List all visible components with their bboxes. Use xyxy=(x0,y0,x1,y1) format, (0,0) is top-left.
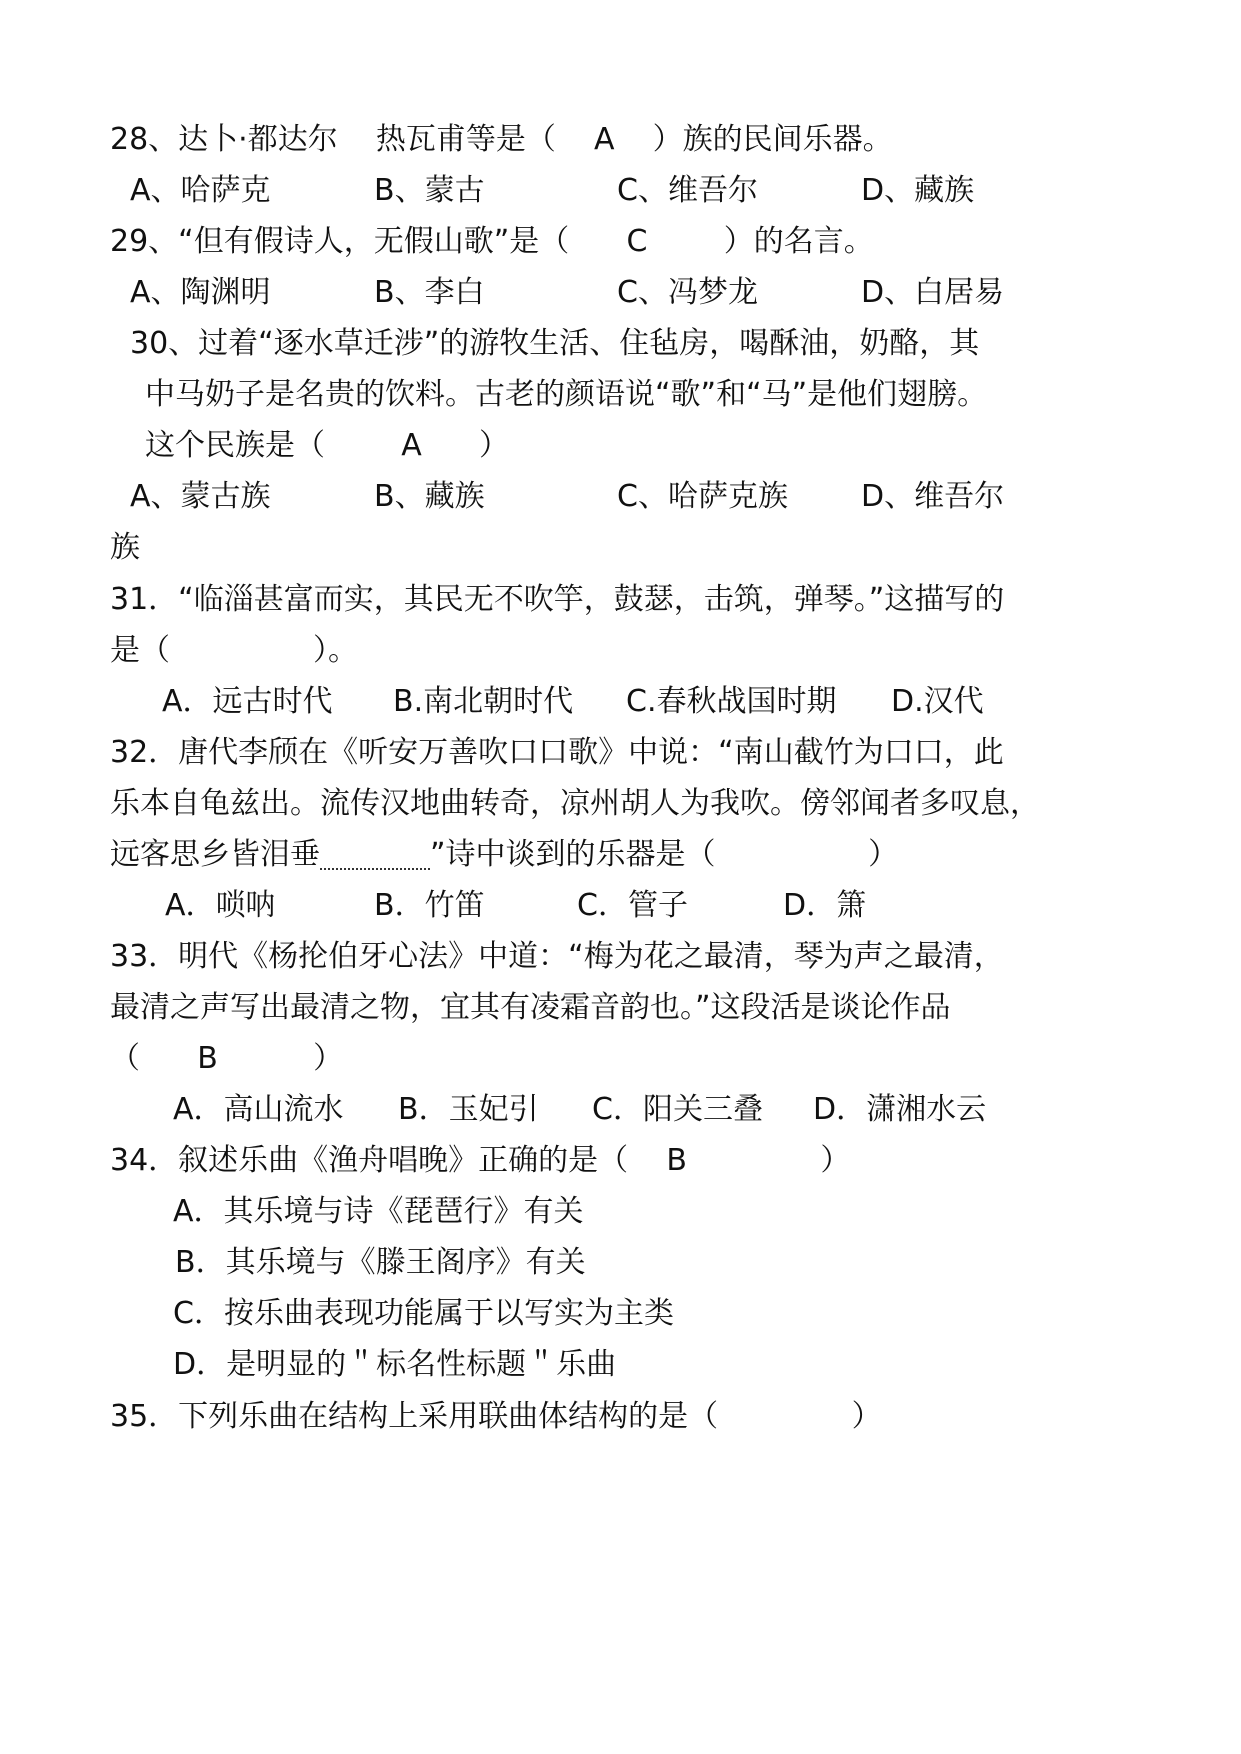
dotted-blank xyxy=(320,838,430,870)
option-a: A．唢呐 xyxy=(165,888,276,923)
option-c: C.春秋战国时期 xyxy=(626,684,837,719)
option-a: A．其乐境与诗《琵琶行》有关 xyxy=(173,1194,584,1229)
option-b: B．竹笛 xyxy=(374,888,485,923)
option-d: D、白居易 xyxy=(861,275,1005,310)
option-c: C、哈萨克族 xyxy=(617,479,788,514)
question-text: 35．下列乐曲在结构上采用联曲体结构的是（ ） xyxy=(110,1399,882,1434)
options-row xyxy=(0,477,1241,517)
question-text: 这个民族是（ A ） xyxy=(145,428,510,463)
question-text: 最清之声写出最清之物，宜其有凌霜音韵也。”这段活是谈论作品 xyxy=(110,990,951,1025)
option-c: C．管子 xyxy=(577,888,688,923)
question-text: 32．唐代李颀在《听安万善吹口口歌》中说：“南山截竹为口口，此 xyxy=(110,735,1004,770)
question-text: 33．明代《杨抡伯牙心法》中道：“梅为花之最清，琴为声之最清， xyxy=(110,939,1004,974)
option-b: B、蒙古 xyxy=(374,173,485,208)
question-text: 中马奶子是名贵的饮料。古老的颜语说“歌”和“马”是他们翅膀。 xyxy=(145,377,988,412)
options-row xyxy=(0,886,1241,926)
option-d: D．箫 xyxy=(783,888,867,923)
option-b: B.南北朝时代 xyxy=(393,684,574,719)
option-d: D、藏族 xyxy=(861,173,975,208)
option-a: A、哈萨克 xyxy=(130,173,271,208)
question-text-part: ”诗中谈到的乐器是（ ） xyxy=(430,837,899,872)
question-text: （ B ） xyxy=(110,1041,344,1076)
option-a: A、蒙古族 xyxy=(130,479,271,514)
question-text: 34．叙述乐曲《渔舟唱晚》正确的是（ B ） xyxy=(110,1143,851,1178)
options-row xyxy=(0,273,1241,313)
question-text: 31．“临淄甚富而实，其民无不吹竽，鼓瑟，击筑，弹琴。”这描写的 xyxy=(110,582,1005,617)
option-b: B、藏族 xyxy=(374,479,485,514)
options-row xyxy=(0,682,1241,722)
options-row xyxy=(0,1090,1241,1130)
option-c: C．阳关三叠 xyxy=(592,1092,763,1127)
option-d: D．潇湘水云 xyxy=(813,1092,987,1127)
option-a: A．高山流水 xyxy=(173,1092,344,1127)
question-text: 是（ ）。 xyxy=(110,633,359,668)
question-text-part: 远客思乡皆泪垂 xyxy=(110,837,320,872)
option-d: D、维吾尔 xyxy=(861,479,1005,514)
option-c: C、冯梦龙 xyxy=(617,275,758,310)
question-text: 29、“但有假诗人，无假山歌”是（ C ）的名言。 xyxy=(110,224,874,259)
option-d: D.汉代 xyxy=(891,684,984,719)
question-text: 乐本自龟兹出。流传汉地曲转奇，凉州胡人为我吹。傍邻闻者多叹息， xyxy=(110,786,1040,821)
question-text: 28、达卜·都达尔 热瓦甫等是（ A ）族的民间乐器。 xyxy=(110,122,893,157)
options-row xyxy=(0,171,1241,211)
question-text: 30、过着“逐水草迁涉”的游牧生活、住毡房，喝酥油，奶酪，其 xyxy=(130,326,980,361)
option-c: C、维吾尔 xyxy=(617,173,758,208)
option-a: A、陶渊明 xyxy=(130,275,271,310)
option-b: B．其乐境与《滕王阁序》有关 xyxy=(175,1245,586,1280)
option-a: A．远古时代 xyxy=(162,684,333,719)
option-d: D．是明显的＂标名性标题＂乐曲 xyxy=(173,1347,617,1382)
question-text xyxy=(110,835,898,875)
option-b: B．玉妃引 xyxy=(398,1092,539,1127)
option-d-wrap: 族 xyxy=(110,530,140,565)
option-c: C．按乐曲表现功能属于以写实为主类 xyxy=(173,1296,674,1331)
option-b: B、李白 xyxy=(374,275,485,310)
